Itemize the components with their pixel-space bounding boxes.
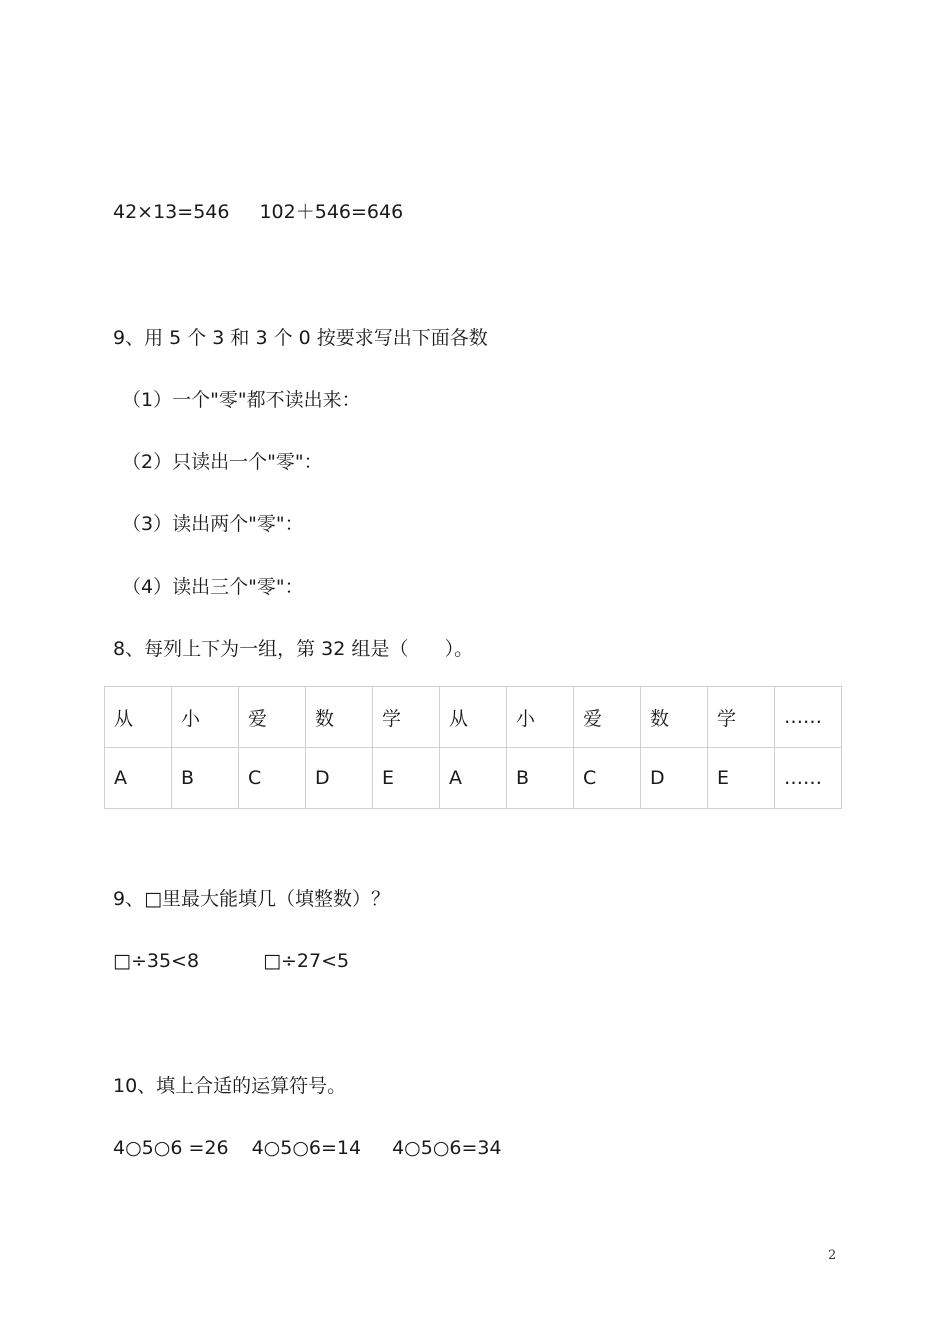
table-cell: C <box>574 748 641 809</box>
q9a-title: 9、用 5 个 3 和 3 个 0 按要求写出下面各数 <box>113 327 488 349</box>
table-cell: D <box>306 748 373 809</box>
table-cell: 数 <box>306 687 373 748</box>
q10-expr-1: 4○5○6 =26 <box>113 1137 229 1159</box>
q10-exprs <box>113 1135 502 1161</box>
table-cell: E <box>373 748 440 809</box>
table-cell: E <box>708 748 775 809</box>
table-cell: 爱 <box>574 687 641 748</box>
table-cell: 学 <box>708 687 775 748</box>
table-cell: B <box>172 748 239 809</box>
q8-title: 8、每列上下为一组，第 32 组是（ ）。 <box>113 638 474 660</box>
table-row <box>105 748 842 809</box>
table-cell: D <box>641 748 708 809</box>
table-cell: 从 <box>440 687 507 748</box>
table-cell: A <box>440 748 507 809</box>
table-cell: …… <box>775 687 842 748</box>
table-row <box>105 687 842 748</box>
table-cell: 小 <box>172 687 239 748</box>
table-cell: …… <box>775 748 842 809</box>
q9b-expr-1: □÷35<8 <box>113 950 200 972</box>
calc-expr-2: 102＋546=646 <box>259 201 404 223</box>
table-cell: 数 <box>641 687 708 748</box>
q9b-exprs <box>113 948 349 974</box>
q9a-item-2: （2）只读出一个"零"： <box>122 451 323 473</box>
q8-table <box>104 686 842 809</box>
page-number: 2 <box>828 1248 837 1263</box>
table-cell: 爱 <box>239 687 306 748</box>
table-cell: C <box>239 748 306 809</box>
q10-expr-3: 4○5○6=34 <box>392 1137 502 1159</box>
q10-expr-2: 4○5○6=14 <box>251 1137 362 1159</box>
calc-expr-1: 42×13=546 <box>113 201 230 223</box>
q9a-item-3: （3）读出两个"零"： <box>122 513 304 535</box>
table-cell: 学 <box>373 687 440 748</box>
q9a-item-1: （1）一个"零"都不读出来： <box>122 389 361 411</box>
table-cell: B <box>507 748 574 809</box>
q9b-title: 9、□里最大能填几（填整数）？ <box>113 888 391 910</box>
q9b-expr-2: □÷27<5 <box>263 950 350 972</box>
q10-title: 10、填上合适的运算符号。 <box>113 1075 347 1097</box>
q9a-item-4: （4）读出三个"零"： <box>122 576 304 598</box>
table-cell: A <box>105 748 172 809</box>
calc-line <box>113 199 403 225</box>
table-cell: 从 <box>105 687 172 748</box>
table-cell: 小 <box>507 687 574 748</box>
